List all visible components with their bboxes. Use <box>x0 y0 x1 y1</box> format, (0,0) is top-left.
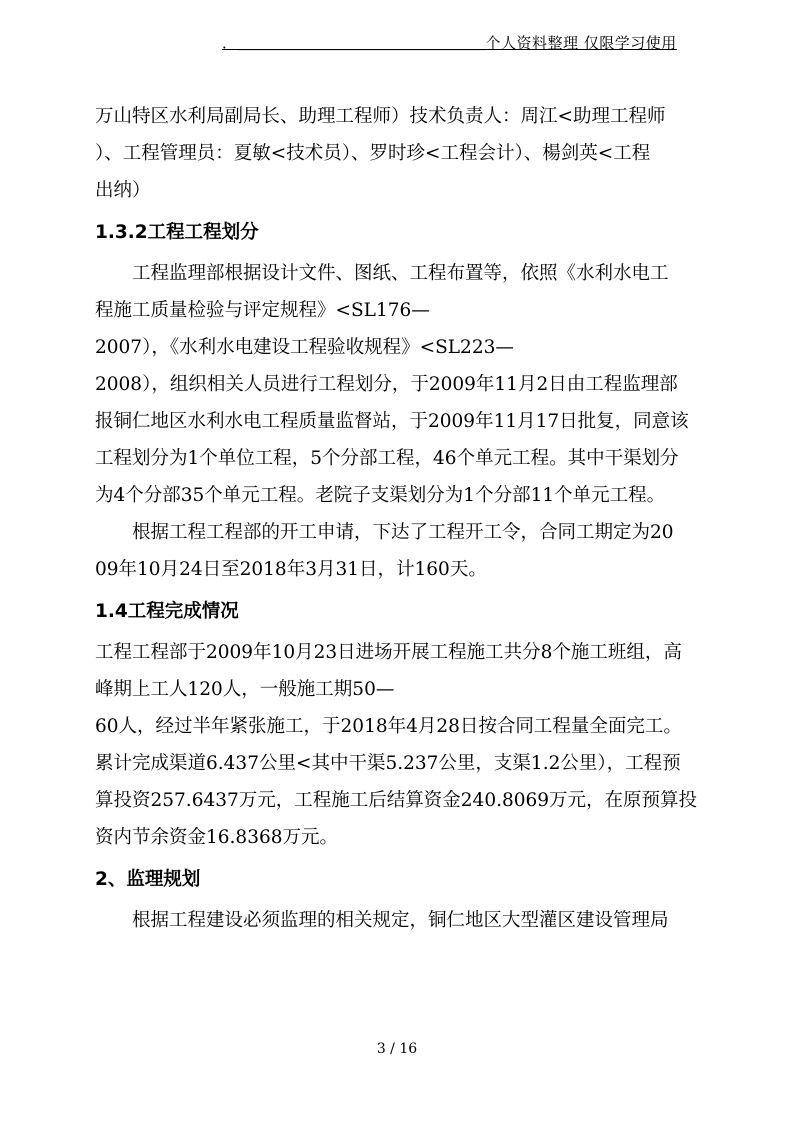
text-line: 2007），《水利水电建设工程验收规程》<SL223— <box>95 337 514 358</box>
text-line: 根据工程工程部的开工申请，下达了工程开工令，合同工期定为20 <box>132 522 674 543</box>
page-footer <box>0 1039 794 1059</box>
text-line: 工程工程部于2009年10月23日进场开展工程施工共分8个施工班组，高 <box>95 642 682 663</box>
paragraph-start-order <box>95 514 715 588</box>
paragraph-project-division <box>95 255 715 514</box>
text-line: 根据工程建设必须监理的相关规定，铜仁地区大型灌区建设管理局 <box>132 910 669 931</box>
document-body <box>95 98 715 939</box>
heading-2: 2、监理规划 <box>95 869 201 890</box>
text-line: ）、工程管理员：夏敏<技术员）、罗时珍<工程会计）、楊剑英<工程 <box>95 143 651 164</box>
paragraph-personnel <box>95 98 715 209</box>
text-line: 算投资257.6437万元，工程施工后结算资金240.8069万元，在原预算投 <box>95 790 698 811</box>
text-line: 2008），组织相关人员进行工程划分，于2009年11月2日由工程监理部 <box>95 374 678 395</box>
text-line: 报铜仁地区水利水电工程质量监督站，于2009年11月17日批复，同意该 <box>95 411 689 432</box>
text-line: 工程划分为1个单位工程，5个分部工程，46个单元工程。其中干渠划分 <box>95 448 679 469</box>
text-line: 为4个分部35个单元工程。老院子支渠划分为1个分部11个单元工程。 <box>95 485 666 506</box>
text-line: 万山特区水利局副局长、助理工程师）技术负责人：周江<助理工程师 <box>95 106 666 127</box>
text-line: 工程监理部根据设计文件、图纸、工程布置等，依照《水利水电工 <box>132 263 669 284</box>
heading-1-4: 1.4工程完成情况 <box>95 601 239 622</box>
page-number: 3 / 16 <box>376 1041 418 1057</box>
paragraph-completion <box>95 634 715 856</box>
text-line: 程施工质量检验与评定规程》<SL176— <box>95 300 430 321</box>
text-line: 累计完成渠道6.437公里<其中干渠5.237公里，支渠1.2公里），工程预 <box>95 753 681 774</box>
text-line: 09年10月24日至2018年3月31日，计160天。 <box>95 559 487 580</box>
paragraph-supervision-plan <box>95 902 715 939</box>
text-line: 资内节余资金16.8368万元。 <box>95 827 339 848</box>
page-header <box>222 32 677 54</box>
text-line: 60人，经过半年紧张施工，于2018年4月28日按合同工程量全面完工。 <box>95 716 682 737</box>
heading-1-3-2: 1.3.2工程工程划分 <box>95 222 259 243</box>
text-line: 峰期上工人120人，一般施工期50— <box>95 679 395 700</box>
text-line: 出纳） <box>95 180 151 201</box>
header-text: ．＿＿＿＿＿＿＿＿＿＿＿＿＿＿＿＿个人资料整理 仅限学习使用 <box>222 34 677 52</box>
